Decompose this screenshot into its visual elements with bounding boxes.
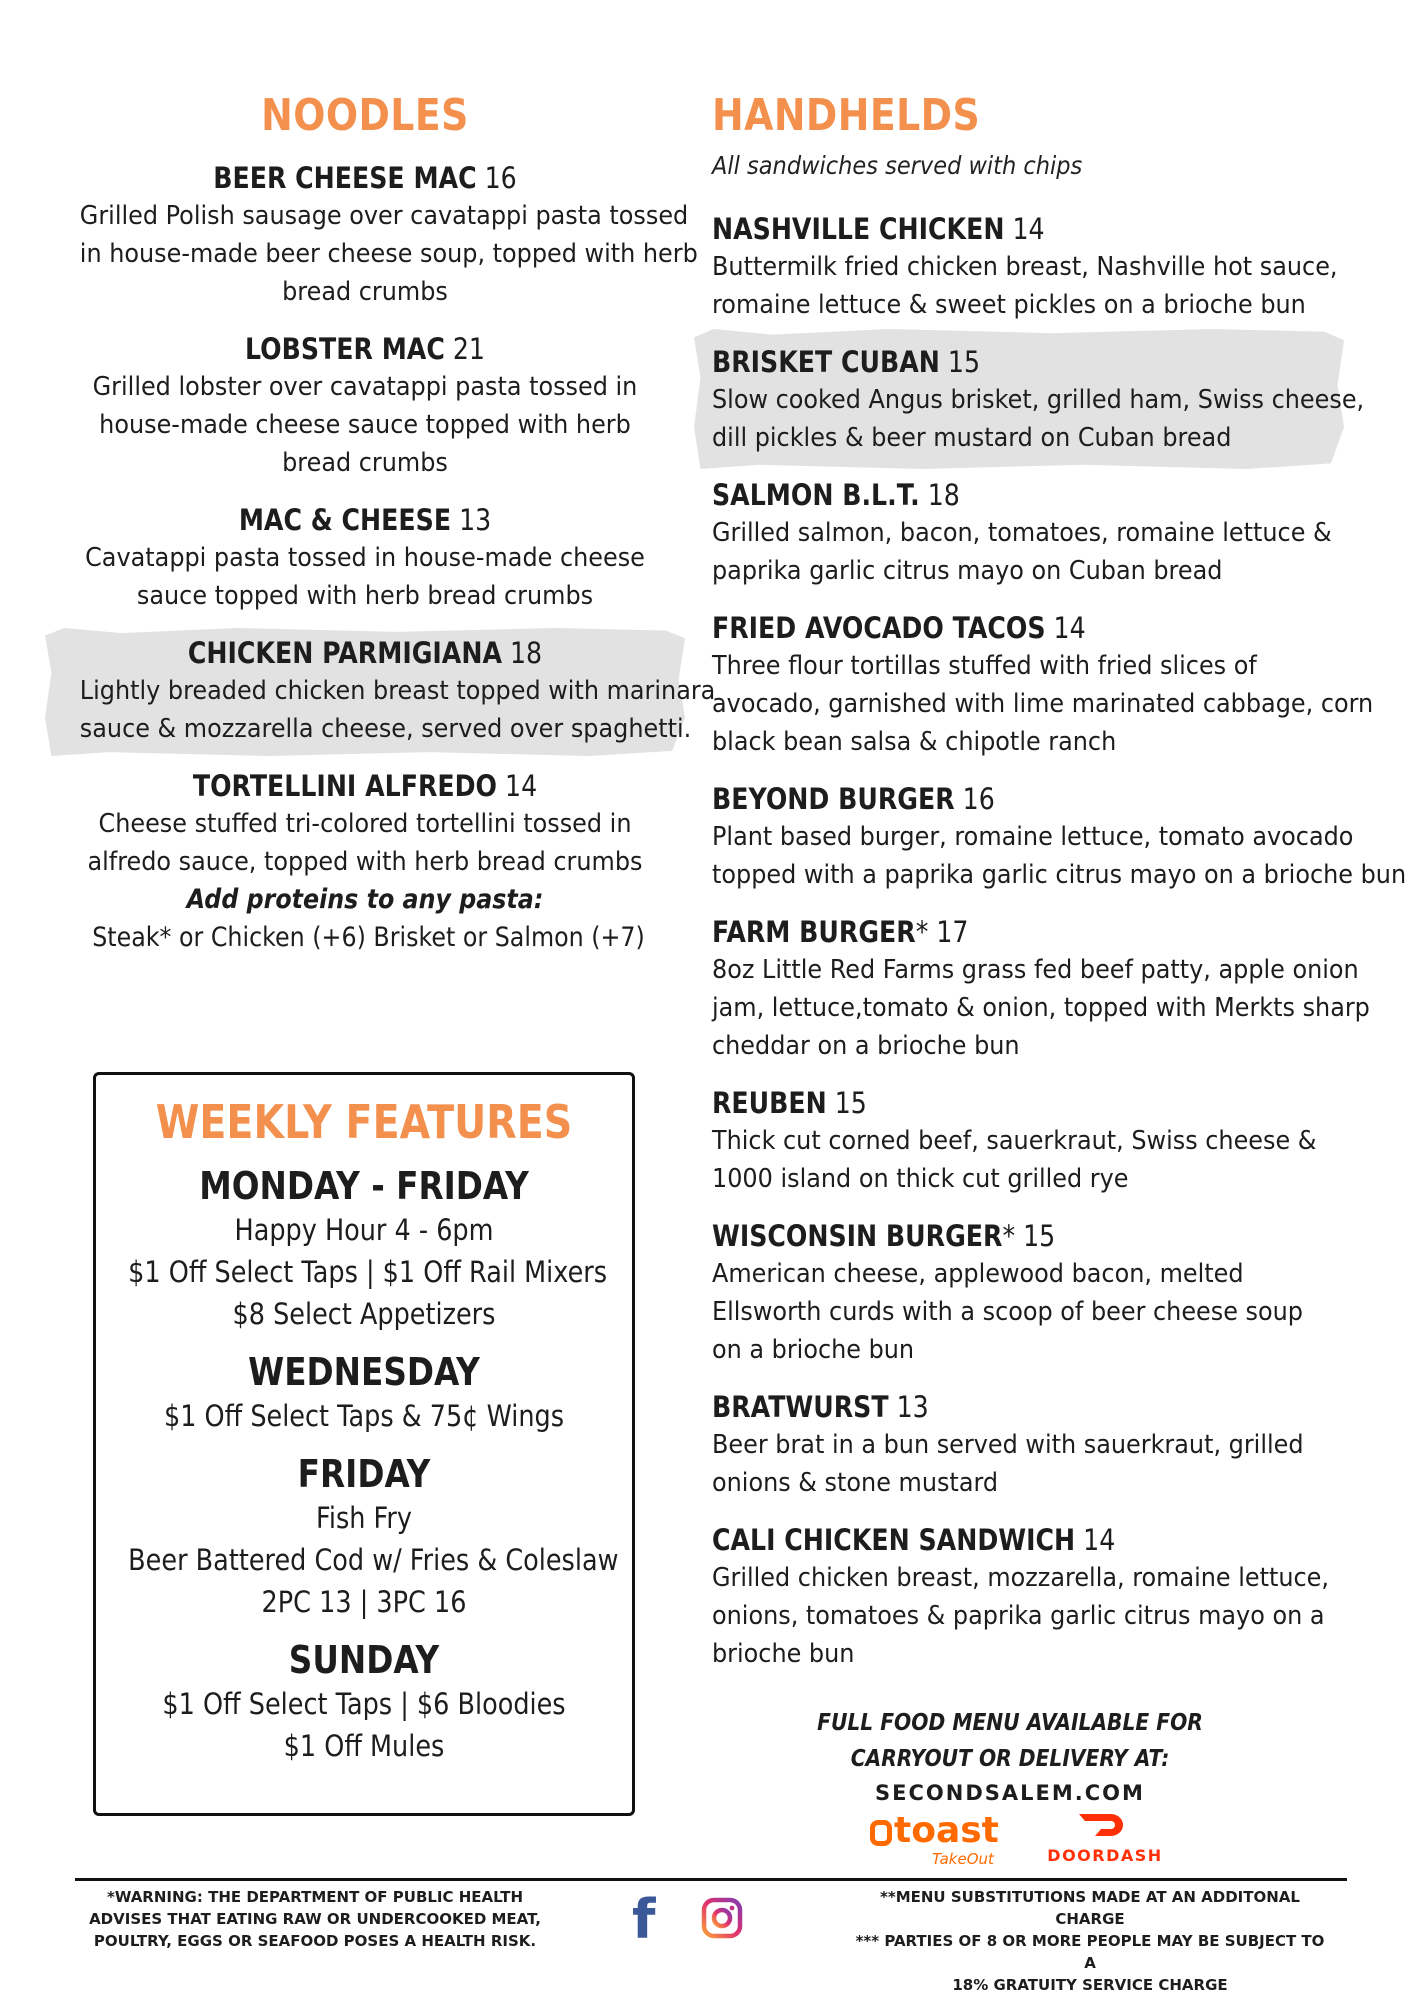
menu-item-desc: brioche bun xyxy=(712,1639,855,1669)
menu-item-price: 18 xyxy=(927,478,960,512)
menu-item-desc: avocado, garnished with lime marinated cabbage, corn xyxy=(712,689,1374,719)
menu-item-farm-burger xyxy=(712,913,1402,1065)
menu-item-desc: house-made cheese sauce topped with herb xyxy=(99,410,631,440)
menu-item-desc: Grilled chicken breast, mozzarella, romaine lettuce, xyxy=(712,1563,1329,1593)
menu-item-desc: Beer brat in a bun served with sauerkraut, grilled xyxy=(712,1430,1304,1460)
menu-item-desc: Grilled lobster over cavatappi pasta tossed in xyxy=(92,372,638,402)
menu-item-desc: Slow cooked Angus brisket, grilled ham, Swiss cheese, xyxy=(712,385,1365,415)
menu-item-desc: sauce & mozzarella cheese, served over spaghetti. xyxy=(79,714,692,744)
menu-item-name: TORTELLINI ALFREDO xyxy=(192,769,497,803)
menu-item-heading xyxy=(712,476,1312,514)
menu-item-name: BEYOND BURGER xyxy=(712,782,955,816)
weekly-block-heading: FRIDAY xyxy=(297,1452,431,1496)
weekly-block-line: $1 Off Select Taps & 75¢ Wings xyxy=(163,1399,565,1433)
menu-item-tortellini-alfredo xyxy=(55,767,675,881)
doordash-wordmark: DOORDASH xyxy=(1047,1846,1163,1865)
policy-line: 18% GRATUITY SERVICE CHARGE xyxy=(952,1976,1228,1994)
health-warning-line: ADVISES THAT EATING RAW OR UNDERCOOKED MEAT, xyxy=(89,1910,541,1928)
menu-item-name: FARM BURGER xyxy=(712,915,916,949)
menu-item-name: NASHVILLE CHICKEN xyxy=(712,212,1005,246)
menu-item-price: 16 xyxy=(484,161,517,195)
noodles-title: NOODLES xyxy=(261,90,469,141)
menu-item-heading xyxy=(712,913,1312,951)
menu-item-price: 13 xyxy=(896,1390,929,1424)
menu-item-heading xyxy=(712,1084,1312,1122)
menu-item-heading xyxy=(712,1521,1312,1559)
menu-item-price: 13 xyxy=(459,503,492,537)
menu-item-heading xyxy=(712,343,1312,381)
footer-divider xyxy=(75,1878,1347,1881)
weekly-block-heading: MONDAY - FRIDAY xyxy=(199,1164,529,1208)
instagram-icon[interactable] xyxy=(700,1896,744,1940)
menu-item-fried-avocado-tacos xyxy=(712,609,1402,761)
toast-logo[interactable] xyxy=(870,1810,999,1851)
menu-item-desc: 8oz Little Red Farms grass fed beef patty, apple onion xyxy=(712,955,1359,985)
menu-item-desc: Thick cut corned beef, sauerkraut, Swiss cheese & xyxy=(712,1126,1317,1156)
weekly-features-box xyxy=(93,1072,635,1816)
weekly-block-line: $8 Select Appetizers xyxy=(232,1297,496,1331)
menu-item-price: 14 xyxy=(1083,1523,1116,1557)
toast-wordmark: toast xyxy=(894,1810,999,1851)
menu-item-price: * 15 xyxy=(1002,1219,1056,1253)
menu-item-name: SALMON B.L.T. xyxy=(712,478,920,512)
toast-takeout-label: TakeOut xyxy=(932,1850,994,1868)
menu-item-heading xyxy=(95,634,634,672)
handhelds-title: HANDHELDS xyxy=(712,90,981,141)
menu-item-name: WISCONSIN BURGER xyxy=(712,1219,1003,1253)
menu-item-desc: Cheese stuffed tri-colored tortellini tossed in xyxy=(98,809,632,839)
order-info-line: FULL FOOD MENU AVAILABLE FOR xyxy=(817,1710,1203,1736)
menu-item-desc: paprika garlic citrus mayo on Cuban bread xyxy=(712,556,1223,586)
menu-item-brisket-cuban xyxy=(712,343,1402,457)
weekly-block-heading: SUNDAY xyxy=(288,1638,440,1682)
doordash-icon xyxy=(1077,1810,1133,1840)
menu-item-reuben xyxy=(712,1084,1402,1198)
menu-item-price: 21 xyxy=(452,332,485,366)
menu-item-heading xyxy=(95,330,634,368)
menu-item-wisconsin-burger xyxy=(712,1217,1402,1369)
weekly-features-title: WEEKLY FEATURES xyxy=(155,1095,573,1149)
weekly-block-line: $1 Off Select Taps | $1 Off Rail Mixers xyxy=(128,1255,608,1289)
menu-item-chicken-parmigiana xyxy=(55,634,716,748)
menu-item-name: MAC & CHEESE xyxy=(238,503,452,537)
menu-item-desc: bread crumbs xyxy=(282,277,448,307)
menu-item-desc: alfredo sauce, topped with herb bread crumbs xyxy=(87,847,643,877)
toast-icon xyxy=(870,1820,892,1846)
policy-line: *** PARTIES OF 8 OR MORE PEOPLE MAY BE SUBJECT TO A xyxy=(855,1932,1325,1972)
menu-item-desc: romaine lettuce & sweet pickles on a brioche bun xyxy=(712,290,1306,320)
menu-item-desc: Grilled Polish sausage over cavatappi pasta tossed xyxy=(79,201,689,231)
weekly-block-line: Beer Battered Cod w/ Fries & Coleslaw xyxy=(128,1543,619,1577)
weekly-block-monday-friday xyxy=(96,1163,632,1335)
menu-item-price: 15 xyxy=(947,345,981,379)
menu-item-desc: jam, lettuce,tomato & onion, topped with Merkts sharp xyxy=(712,993,1370,1023)
noodles-section xyxy=(55,90,716,957)
menu-item-desc: black bean salsa & chipotle ranch xyxy=(712,727,1117,757)
menu-item-desc: American cheese, applewood bacon, melted xyxy=(712,1259,1244,1289)
menu-item-heading xyxy=(712,1388,1312,1426)
social-links xyxy=(628,1890,758,1950)
menu-item-desc: dill pickles & beer mustard on Cuban bread xyxy=(712,423,1232,453)
menu-item-bratwurst xyxy=(712,1388,1402,1502)
menu-item-price: 14 xyxy=(505,769,538,803)
policy-line: **MENU SUBSTITUTIONS MADE AT AN ADDITONAL CHARGE xyxy=(880,1888,1300,1928)
menu-item-desc: Cavatappi pasta tossed in house-made cheese xyxy=(85,543,645,573)
menu-item-name: BEER CHEESE MAC xyxy=(213,161,477,195)
menu-item-name: LOBSTER MAC xyxy=(245,332,445,366)
menu-item-desc: Plant based burger, romaine lettuce, tomato avocado xyxy=(712,822,1354,852)
order-info-line: CARRYOUT OR DELIVERY AT: xyxy=(850,1746,1170,1772)
menu-item-heading xyxy=(95,767,634,805)
weekly-block-wednesday xyxy=(96,1349,632,1437)
menu-item-price: * 17 xyxy=(915,915,969,949)
menu-item-desc: Three flour tortillas stuffed with fried slices of xyxy=(712,651,1257,681)
weekly-block-line: 2PC 13 | 3PC 16 xyxy=(261,1585,467,1619)
menu-item-name: CHICKEN PARMIGIANA xyxy=(187,636,502,670)
menu-item-desc: Grilled salmon, bacon, tomatoes, romaine lettuce & xyxy=(712,518,1332,548)
menu-item-heading xyxy=(712,780,1312,818)
menu-item-price: 18 xyxy=(510,636,543,670)
menu-item-desc: sauce topped with herb bread crumbs xyxy=(136,581,594,611)
menu-item-cali-chicken-sandwich xyxy=(712,1521,1402,1673)
menu-item-desc: Buttermilk fried chicken breast, Nashville hot sauce, xyxy=(712,252,1338,282)
menu-item-desc: Lightly breaded chicken breast topped with marinara xyxy=(79,676,716,706)
menu-item-desc: onions, tomatoes & paprika garlic citrus mayo on a xyxy=(712,1601,1325,1631)
menu-item-beyond-burger xyxy=(712,780,1407,894)
menu-item-heading xyxy=(95,159,634,197)
menu-item-name: CALI CHICKEN SANDWICH xyxy=(712,1523,1076,1557)
online-ordering-info xyxy=(790,1705,1230,1809)
website-link[interactable]: SECONDSALEM.COM xyxy=(875,1781,1145,1805)
menu-item-salmon-blt xyxy=(712,476,1402,590)
menu-item-desc: cheddar on a brioche bun xyxy=(712,1031,1020,1061)
menu-item-heading xyxy=(712,210,1312,248)
menu-item-name: BRATWURST xyxy=(712,1390,889,1424)
menu-item-nashville-chicken xyxy=(712,210,1402,324)
menu-item-desc: 1000 island on thick cut grilled rye xyxy=(712,1164,1129,1194)
menu-item-name: FRIED AVOCADO TACOS xyxy=(712,611,1046,645)
menu-item-name: BRISKET CUBAN xyxy=(712,345,940,379)
facebook-icon[interactable]: f xyxy=(632,1888,656,1951)
add-proteins-label: Add proteins to any pasta: xyxy=(186,884,544,915)
weekly-block-heading: WEDNESDAY xyxy=(248,1350,480,1394)
menu-item-desc: bread crumbs xyxy=(282,448,448,478)
menu-item-mac-and-cheese xyxy=(55,501,675,615)
handhelds-section xyxy=(712,90,1407,1673)
add-proteins-options: Steak* or Chicken (+6) Brisket or Salmon (+7) xyxy=(92,922,645,953)
weekly-block-line: Happy Hour 4 - 6pm xyxy=(234,1213,494,1247)
weekly-block-line: $1 Off Select Taps | $6 Bloodies xyxy=(162,1687,566,1721)
menu-item-price: 15 xyxy=(834,1086,867,1120)
handhelds-subtitle: All sandwiches served with chips xyxy=(712,151,1083,180)
menu-item-price: 16 xyxy=(962,782,995,816)
weekly-block-line: Fish Fry xyxy=(316,1501,412,1535)
menu-item-price: 14 xyxy=(1053,611,1086,645)
weekly-block-line: $1 Off Mules xyxy=(283,1729,445,1763)
weekly-block-friday xyxy=(96,1451,632,1623)
doordash-logo[interactable] xyxy=(1045,1810,1165,1865)
health-warning xyxy=(75,1886,555,1952)
menu-item-heading xyxy=(95,501,634,539)
health-warning-line: POULTRY, EGGS OR SEAFOOD POSES A HEALTH RISK. xyxy=(93,1932,537,1950)
menu-item-price: 14 xyxy=(1012,212,1045,246)
health-warning-line: *WARNING: THE DEPARTMENT OF PUBLIC HEALTH xyxy=(106,1888,524,1906)
menu-item-desc: on a brioche bun xyxy=(712,1335,915,1365)
menu-item-desc: onions & stone mustard xyxy=(712,1468,999,1498)
menu-item-heading xyxy=(712,1217,1312,1255)
delivery-logos xyxy=(870,1810,1170,1870)
menu-item-name: REUBEN xyxy=(712,1086,827,1120)
menu-item-desc: in house-made beer cheese soup, topped with herb xyxy=(79,239,698,269)
menu-item-desc: topped with a paprika garlic citrus mayo on a brioche bun xyxy=(712,860,1407,890)
weekly-block-sunday xyxy=(96,1637,632,1767)
menu-item-desc: Ellsworth curds with a scoop of beer cheese soup xyxy=(712,1297,1303,1327)
menu-policies xyxy=(850,1886,1330,1996)
menu-item-heading xyxy=(712,609,1312,647)
menu-item-beer-cheese-mac xyxy=(55,159,698,311)
menu-item-lobster-mac xyxy=(55,330,675,482)
